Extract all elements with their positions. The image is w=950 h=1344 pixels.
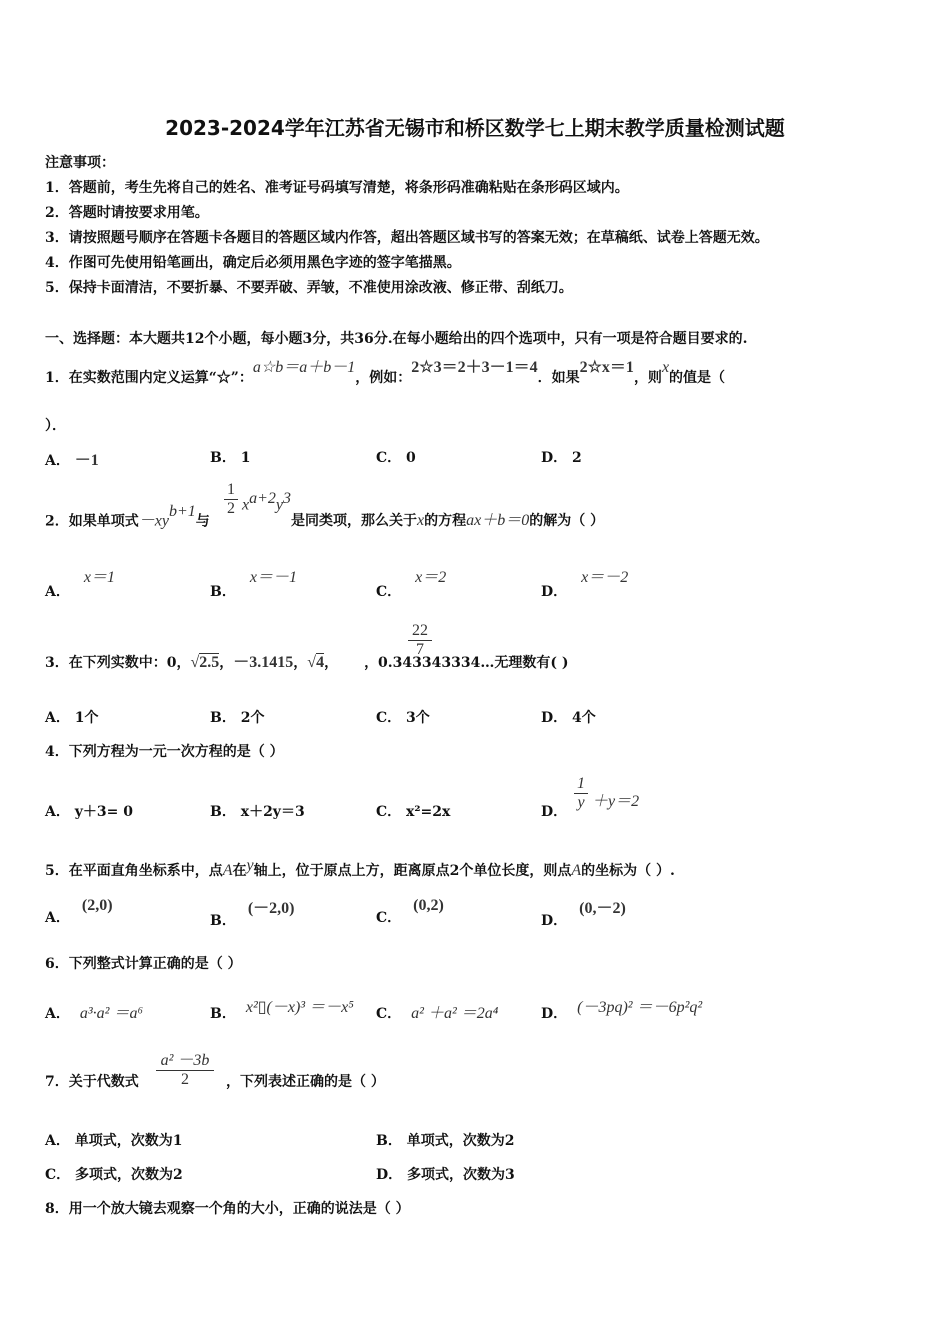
notice-item: 4．作图可先使用铅笔画出，确定后必须用黑色字迹的签字笔描黑。 [45, 255, 461, 271]
q3-sqrt-4: √4 [307, 654, 325, 671]
q7-stem-start: 7．关于代数式 [45, 1074, 139, 1090]
q6-option-a[interactable]: A． a³·a² ＝a⁶ [45, 1005, 144, 1022]
q4-option-d[interactable]: D． [541, 804, 568, 820]
q2-stem-end: 是同类项，那么关于x的方程ax＋b＝0的解为（ ） [291, 512, 605, 529]
q2-option-c[interactable]: C．x＝2 [376, 569, 447, 600]
q3-stem: 3．在下列实数中：0，√2.5，－3.1415，√4， ，0.343343334…无理数有( ) [45, 654, 569, 671]
q7-fraction: $\frac{\text{a² －3b}}{2}$ [156, 1047, 214, 1089]
notice-heading: 注意事项： [45, 155, 115, 171]
q1-option-a[interactable]: A． －1 [45, 452, 99, 469]
q1-math-example: 2☆3＝2＋3－1＝4 [411, 359, 538, 376]
q1-option-d[interactable]: D． 2 [541, 450, 582, 466]
q1-stem-end: ）． [45, 418, 66, 434]
q3-option-c[interactable]: C． 3个 [376, 710, 430, 726]
q2-stem-start: 2．如果单项式$-xy^{b+1}$与 [45, 503, 210, 530]
q2-option-d[interactable]: D．x＝－2 [541, 569, 629, 600]
q3-fraction: $\frac{22}{7}$ [408, 622, 432, 659]
q6-stem: 6．下列整式计算正确的是（ ） [45, 956, 242, 972]
q5-option-d[interactable]: D．(0,－2) [541, 900, 626, 929]
q1-math-def: a☆b＝a＋b－1 [252, 359, 356, 376]
q3-sqrt-2-5: √2.5 [190, 654, 220, 671]
q1-math-condition: 2☆x＝1 [579, 359, 634, 376]
q6-option-b[interactable]: B． x²▯(－x)³ ＝－x⁵ [210, 999, 354, 1022]
q7-option-c[interactable]: C． 多项式，次数为2 [45, 1167, 183, 1183]
q4-d-fraction: $\frac{1}{y}$ [574, 775, 588, 812]
q2-option-b[interactable]: B．x＝－1 [210, 569, 297, 600]
q7-option-b[interactable]: B． 单项式，次数为2 [376, 1133, 515, 1149]
q1-option-b[interactable]: B． 1 [210, 450, 251, 466]
q2-fraction: $\frac{1}{2}$ [224, 481, 238, 518]
q5-option-c[interactable]: C．(0,2) [376, 897, 444, 926]
q4-d-expression: ＋y＝2 [592, 793, 640, 810]
q8-stem: 8．用一个放大镜去观察一个角的大小，正确的说法是（ ） [45, 1201, 410, 1217]
notice-item: 1．答题前，考生先将自己的姓名、准考证号码填写清楚，将条形码准确粘贴在条形码区域内。 [45, 180, 629, 196]
q4-option-c[interactable]: C． x²=2x [376, 804, 451, 820]
q6-option-c[interactable]: C． a² ＋a² ＝2a⁴ [376, 1005, 499, 1022]
q5-stem: 5．在平面直角坐标系中，点A在y轴上，位于原点上方，距离原点2个单位长度，则点A的坐标为（ ）. [45, 857, 675, 879]
q4-option-a[interactable]: A． y＋3= 0 [45, 804, 133, 820]
q4-stem: 4．下列方程为一元一次方程的是（ ） [45, 744, 284, 760]
q7-option-d[interactable]: D． 多项式，次数为3 [376, 1167, 515, 1183]
notice-item: 3．请按照题号顺序在答题卡各题目的答题区域内作答，超出答题区域书写的答案无效；在草稿纸、试卷上答题无效。 [45, 230, 769, 246]
q3-option-d[interactable]: D． 4个 [541, 710, 596, 726]
q6-option-d[interactable]: D． (－3pq)² ＝－6p²q² [541, 999, 703, 1022]
q3-option-a[interactable]: A． 1个 [45, 710, 99, 726]
q2-monomial: $x^{a+2}y^3$ [242, 490, 292, 514]
notice-item: 5．保持卡面清洁，不要折暴、不要弄破、弄皱，不准使用涂改液、修正带、刮纸刀。 [45, 280, 573, 296]
notice-item: 2．答题时请按要求用笔。 [45, 205, 209, 221]
section-heading: 一、选择题：本大题共12个小题，每小题3分，共36分.在每小题给出的四个选项中，只有一项是符合题目要求的. [45, 331, 748, 347]
q5-option-b[interactable]: B．(－2,0) [210, 900, 295, 929]
page-title: 2023-2024学年江苏省无锡市和桥区数学七上期末教学质量检测试题 [165, 116, 785, 140]
q1-option-c[interactable]: C． 0 [376, 450, 416, 466]
q2-option-a[interactable]: A．x＝1 [45, 569, 115, 600]
q3-option-b[interactable]: B． 2个 [210, 710, 265, 726]
q4-option-b[interactable]: B． x＋2y＝3 [210, 804, 305, 820]
q7-stem-end: ，下列表述正确的是（ ） [226, 1074, 385, 1090]
q1-stem: 1．在实数范围内定义运算“☆”：a☆b＝a＋b－1，例如：2☆3＝2＋3－1＝4．如果2☆x＝1，则x的值是（ [45, 359, 726, 386]
q7-option-a[interactable]: A． 单项式，次数为1 [45, 1133, 183, 1149]
q5-option-a[interactable]: A．(2,0) [45, 897, 113, 926]
